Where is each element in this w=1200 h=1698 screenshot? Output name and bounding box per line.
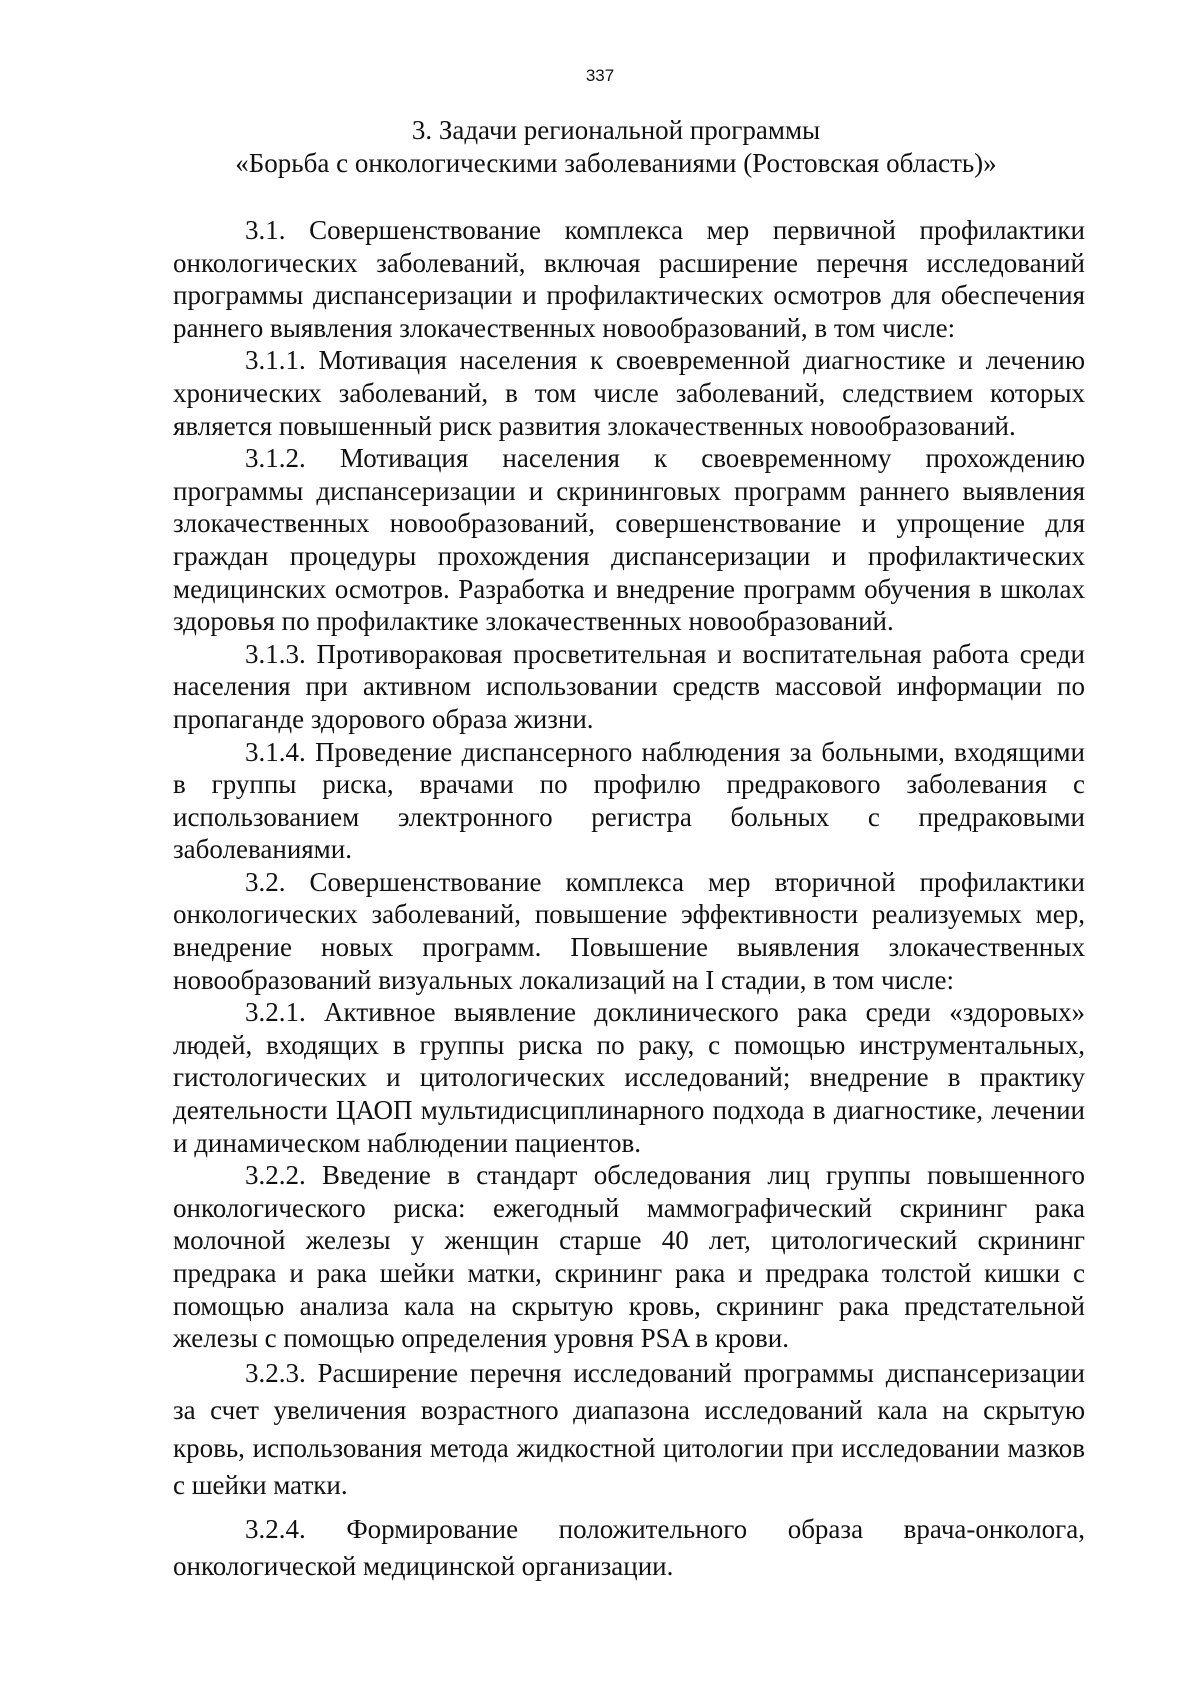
page-number: 337 — [585, 66, 615, 85]
document-body — [173, 214, 1085, 1586]
paragraph-3-2-1: 3.2.1. Активное выявление доклинического рака среди «здоровых» людей, входящих в группы риска по раку, с помощью инструментальных, гистологических и цитологических исследований; внедрение в практику деятельности ЦАОП мультидисциплинарного подхода в диагностике, лечении и динамическом наблюдении пациентов. — [173, 997, 1085, 1158]
paragraph-3-1-1: 3.1.1. Мотивация населения к своевременной диагностике и лечению хронических заболеваний, в том числе заболеваний, следствием которых является повышенный риск развития злокачественных новообразований. — [173, 345, 1085, 441]
section-title — [160, 114, 1072, 180]
paragraph-3-2-3: 3.2.3. Расширение перечня исследований программы диспансеризации за счет увеличения возрастного диапазона исследований кала на скрытую кровь, использования метода жидкостной цитологии при исследовании мазков с шейки матки. — [173, 1357, 1085, 1501]
paragraph-3-1-3: 3.1.3. Противораковая просветительная и воспитательная работа среди населения при активном использовании средств массовой информации по пропаганде здорового образа жизни. — [173, 638, 1085, 734]
paragraph-3-2: 3.2. Совершенствование комплекса мер вторичной профилактики онкологических заболеваний, повышение эффективности реализуемых мер, внедрение новых программ. Повышение выявления злокачественных новообразований визуальных локализаций на I стадии, в том числе: — [173, 866, 1085, 995]
paragraph-3-1-4: 3.1.4. Проведение диспансерного наблюдения за больными, входящими в группы риска, врачами по профилю предракового заболевания с использованием электронного регистра больных с предраковыми заболеваниями. — [173, 736, 1085, 865]
section-title-line-2: «Борьба с онкологическими заболеваниями (Ростовская область)» — [235, 148, 997, 178]
paragraph-3-2-2: 3.2.2. Введение в стандарт обследования лиц группы повышенного онкологического риска: ежегодный маммографический скрининг рака молочной железы у женщин старше 40 лет, цитологический скрининг предрака и рака шейки матки, скрининг рака и предрака толстой кишки с помощью анализа кала на скрытую кровь, скрининг рака предстательной железы с помощью определения уровня PSA в крови. — [173, 1160, 1085, 1354]
paragraph-3-2-4: 3.2.4. Формирование положительного образа врача-онколога, онкологической медицинской организации. — [173, 1513, 1085, 1582]
paragraph-3-1-2: 3.1.2. Мотивация населения к своевременному прохождению программы диспансеризации и скрининговых программ раннего выявления злокачественных новообразований, совершенствование и упрощение для граждан процедуры прохождения диспансеризации и профилактических медицинских осмотров. Разработка и внедрение программ обучения в школах здоровья по профилактике злокачественных новообразований. — [173, 443, 1085, 637]
section-title-line-1: 3. Задачи региональной программы — [411, 115, 821, 145]
paragraph-3-1: 3.1. Совершенствование комплекса мер первичной профилактики онкологических заболеваний, включая расширение перечня исследований программы диспансеризации и профилактических осмотров для обеспечения раннего выявления злокачественных новообразований, в том числе: — [173, 215, 1085, 343]
